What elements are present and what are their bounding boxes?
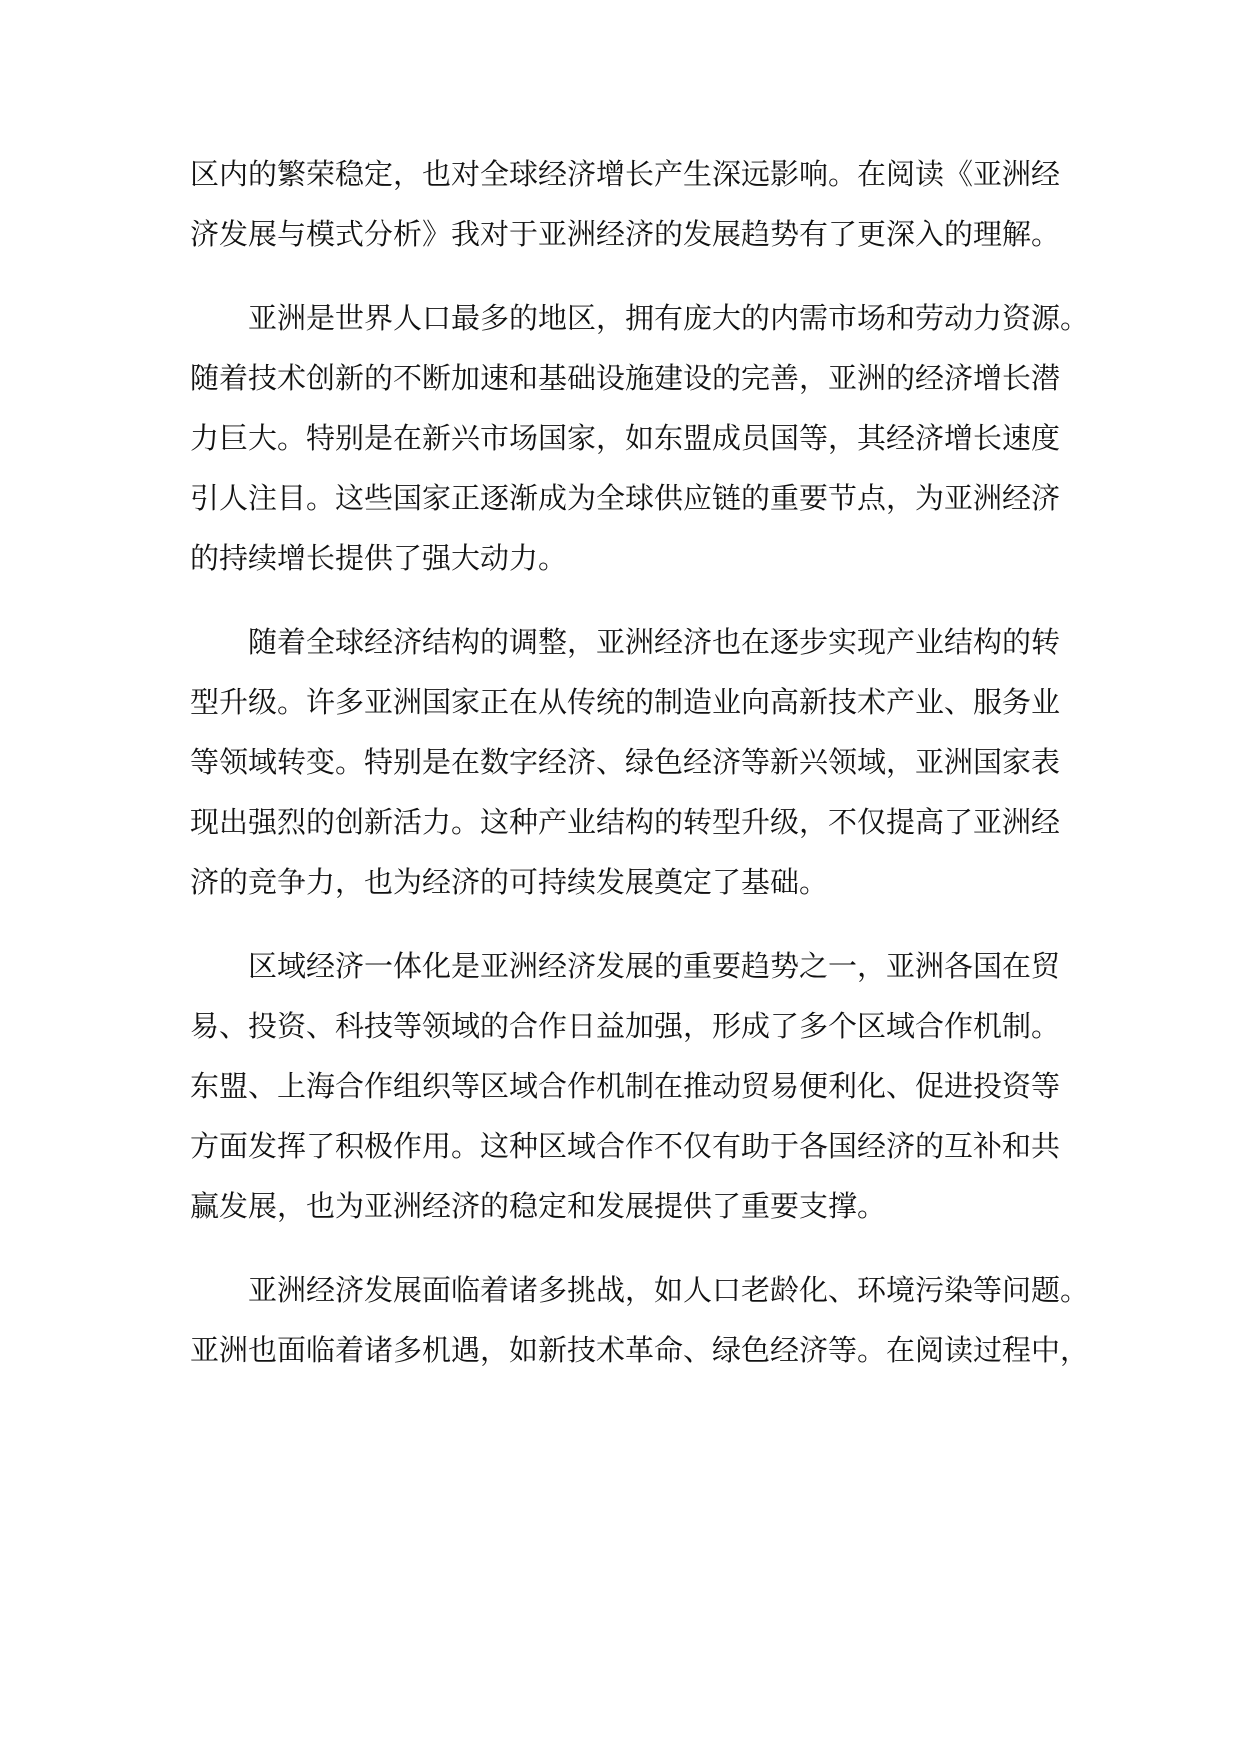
text-line: 力巨大。特别是在新兴市场国家，如东盟成员国等，其经济增长速度 bbox=[190, 421, 1061, 455]
text-line: 赢发展，也为亚洲经济的稳定和发展提供了重要支撑。 bbox=[190, 1189, 887, 1223]
text-line: 亚洲经济发展面临着诸多挑战，如人口老龄化、环境污染等问题。 bbox=[248, 1273, 1090, 1307]
text-line: 型升级。许多亚洲国家正在从传统的制造业向高新技术产业、服务业 bbox=[190, 685, 1061, 719]
text-line: 易、投资、科技等领域的合作日益加强，形成了多个区域合作机制。 bbox=[190, 1009, 1061, 1043]
text-line: 区内的繁荣稳定，也对全球经济增长产生深远影响。在阅读《亚洲经 bbox=[190, 157, 1061, 191]
text-line: 济发展与模式分析》我对于亚洲经济的发展趋势有了更深入的理解。 bbox=[190, 217, 1061, 251]
text-line: 方面发挥了积极作用。这种区域合作不仅有助于各国经济的互补和共 bbox=[190, 1129, 1061, 1163]
text-line: 随着全球经济结构的调整，亚洲经济也在逐步实现产业结构的转 bbox=[248, 625, 1061, 659]
text-line: 东盟、上海合作组织等区域合作机制在推动贸易便利化、促进投资等 bbox=[190, 1069, 1061, 1103]
text-line: 引人注目。这些国家正逐渐成为全球供应链的重要节点，为亚洲经济 bbox=[190, 481, 1061, 515]
text-line: 亚洲是世界人口最多的地区，拥有庞大的内需市场和劳动力资源。 bbox=[248, 301, 1090, 335]
document-body bbox=[190, 144, 1090, 1380]
text-line: 现出强烈的创新活力。这种产业结构的转型升级，不仅提高了亚洲经 bbox=[190, 805, 1061, 839]
text-line: 随着技术创新的不断加速和基础设施建设的完善，亚洲的经济增长潜 bbox=[190, 361, 1061, 395]
text-line: 济的竞争力，也为经济的可持续发展奠定了基础。 bbox=[190, 865, 829, 899]
text-line: 的持续增长提供了强大动力。 bbox=[190, 541, 568, 575]
text-line: 亚洲也面临着诸多机遇，如新技术革命、绿色经济等。在阅读过程中， bbox=[190, 1333, 1090, 1367]
text-line: 区域经济一体化是亚洲经济发展的重要趋势之一，亚洲各国在贸 bbox=[248, 949, 1061, 983]
text-line: 等领域转变。特别是在数字经济、绿色经济等新兴领域，亚洲国家表 bbox=[190, 745, 1061, 779]
